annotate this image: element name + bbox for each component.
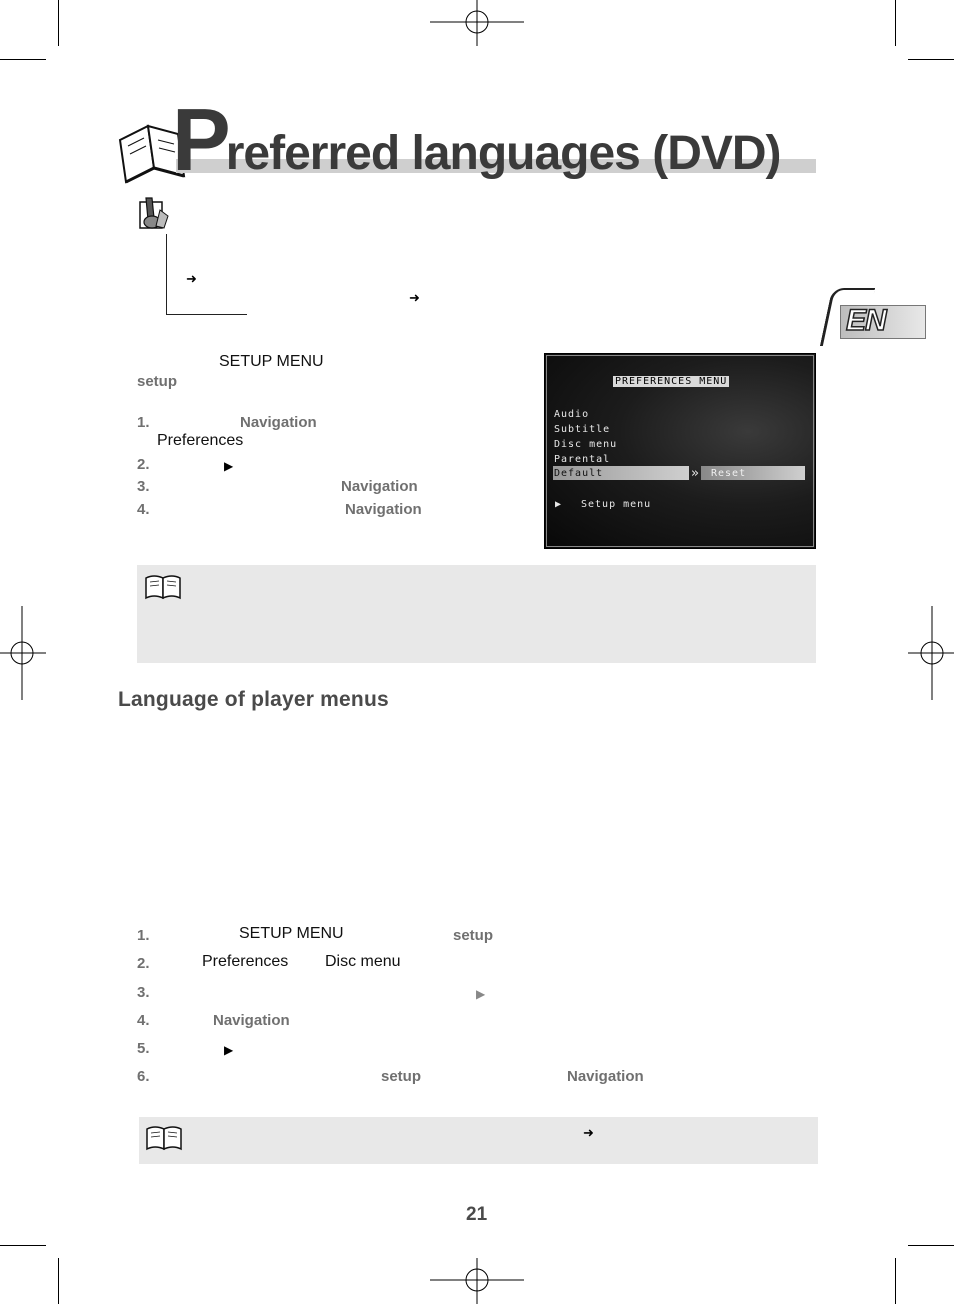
disc-menu-label: Disc menu [325, 953, 401, 970]
preferences-menu-screenshot [544, 353, 816, 549]
screen-menu-title: PREFERENCES MENU [615, 376, 728, 387]
screen-menu-item-selected: Default [554, 468, 604, 479]
step-number: 1. [137, 414, 150, 431]
tip-hand-icon [138, 196, 170, 232]
navigation-key-label: Navigation [567, 1068, 644, 1085]
registration-mark-left [0, 606, 46, 700]
crop-mark [0, 1245, 46, 1246]
step-number: 3. [137, 984, 150, 1001]
open-book-icon [145, 1123, 183, 1151]
setup-key-label: setup [137, 373, 178, 390]
screen-menu-item: Parental [554, 454, 611, 465]
page-title-text: referred languages (DVD) [225, 127, 781, 180]
registration-mark-bottom [430, 1258, 524, 1304]
crop-mark [58, 0, 59, 46]
navigation-key-label: Navigation [341, 478, 418, 495]
screen-menu-item: Audio [554, 409, 590, 420]
setup-key-label: setup [453, 927, 494, 944]
language-tab-label: EN [846, 304, 886, 337]
navigation-key-label: Navigation [240, 414, 317, 431]
right-triangle-icon: ▶ [476, 987, 486, 1001]
crop-mark [895, 0, 896, 46]
screen-menu-item: Subtitle [554, 424, 611, 435]
registration-mark-right [908, 606, 954, 700]
page-title-initial: P [172, 90, 230, 189]
right-triangle-icon: ▶ [224, 1043, 234, 1057]
step-number: 2. [137, 955, 150, 972]
screen-menu-item: Disc menu [554, 439, 618, 450]
note-arrow-icon: ➜ [583, 1125, 594, 1140]
screen-double-arrow-icon: » [691, 466, 700, 481]
registration-mark-top [430, 0, 524, 46]
section-title: Language of player menus [118, 688, 389, 711]
step-number: 1. [137, 927, 150, 944]
tip-arrow-icon: ➜ [186, 271, 197, 286]
preferences-label: Preferences [202, 953, 289, 970]
tip-arrow-icon: ➜ [409, 290, 420, 305]
navigation-key-label: Navigation [345, 501, 422, 518]
step-number: 4. [137, 501, 150, 518]
crop-mark [58, 1258, 59, 1304]
tip-frame [166, 234, 247, 315]
screen-reset-option: Reset [711, 468, 747, 479]
preferences-label: Preferences [157, 432, 244, 449]
step-number: 5. [137, 1040, 150, 1057]
crop-mark [908, 59, 954, 60]
page-number: 21 [466, 1204, 488, 1225]
crop-mark [0, 59, 46, 60]
step-number: 4. [137, 1012, 150, 1029]
crop-mark [895, 1258, 896, 1304]
screen-play-arrow-icon: ▶ [555, 499, 563, 510]
crop-mark [908, 1245, 954, 1246]
step-number: 2. [137, 456, 150, 473]
setup-menu-label: SETUP MENU [219, 353, 324, 370]
step-number: 6. [137, 1068, 150, 1085]
setup-menu-label: SETUP MENU [239, 925, 344, 942]
note-box [137, 565, 816, 663]
open-book-icon [144, 572, 182, 600]
screen-footer-label: Setup menu [581, 499, 652, 510]
page-title [172, 90, 781, 189]
step-number: 3. [137, 478, 150, 495]
navigation-key-label: Navigation [213, 1012, 290, 1029]
setup-key-label: setup [381, 1068, 422, 1085]
right-triangle-icon: ▶ [224, 459, 234, 473]
note-box [139, 1117, 818, 1164]
